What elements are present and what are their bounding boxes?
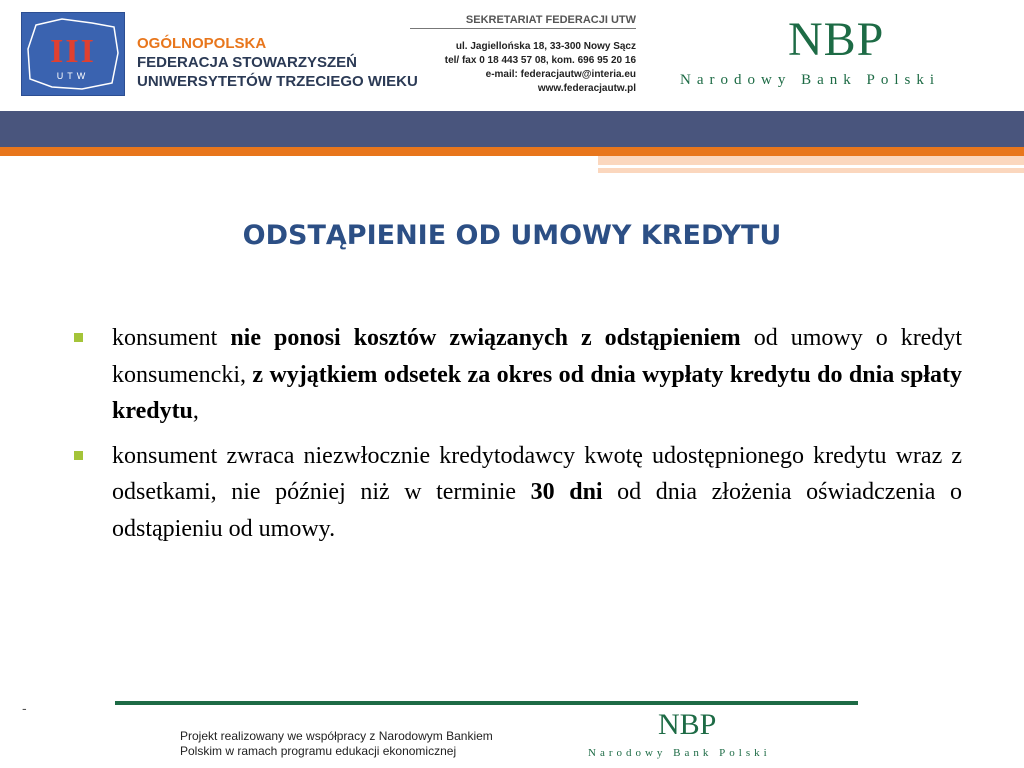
slide-title: ODSTĄPIENIE OD UMOWY KREDYTU (242, 220, 782, 251)
bullet-1-bold-1: nie ponosi kosztów związanych z odstąpieniem (230, 325, 741, 351)
header-light-bar-2 (598, 168, 1024, 173)
federation-line-1: OGÓLNOPOLSKA (137, 35, 267, 52)
footer-line-2: Polskim w ramach programu edukacji ekonomicznej (180, 744, 457, 758)
bullet-item-2 (74, 438, 962, 548)
bullet-1-text-1: konsument (112, 325, 231, 351)
bullet-1-bold-2: z wyjątkiem odsetek za okres od dnia wypłaty kredytu do dnia spłaty kredytu (112, 361, 963, 424)
secretariat-address: ul. Jagiellońska 18, 33-300 Nowy Sącz (455, 41, 636, 52)
footer-dash: - (22, 700, 27, 716)
nbp-logo-header: NBP (788, 13, 885, 66)
secretariat-phone: tel/ fax 0 18 443 57 08, kom. 696 95 20 16 (444, 55, 636, 66)
bullet-1-text-2: od umowy o kredyt konsumencki, (112, 325, 962, 388)
square-bullet-icon (74, 333, 83, 342)
footer-green-line (115, 701, 858, 705)
federation-line-3: UNIWERSYTETÓW TRZECIEGO WIEKU (137, 73, 418, 90)
nbp-logo-footer: NBP (658, 708, 717, 741)
header-orange-bar (0, 147, 1024, 156)
federation-name (137, 34, 418, 91)
secretariat-contact (400, 40, 636, 96)
secretariat-divider (410, 28, 636, 29)
bullet-2-bold-1: 30 dni (530, 479, 603, 505)
square-bullet-icon (74, 451, 83, 460)
header-blue-bar (0, 111, 1024, 147)
bullet-2-text-2: od dnia złożenia oświadczenia o odstąpieniu od umowy. (112, 479, 962, 542)
footer-project-text (180, 729, 493, 759)
nbp-subtitle-footer: Narodowy Bank Polski (588, 747, 771, 759)
header-light-bar-1 (598, 156, 1024, 165)
federation-line-2: FEDERACJA STOWARZYSZEŃ (137, 54, 358, 71)
bullet-item-1 (74, 320, 962, 430)
bullet-list (74, 320, 962, 555)
bullet-2-text-1: konsument zwraca niezwłocznie kredytodawcy kwotę udostępnionego kredytu wraz z odsetkami, nie później niż w terminie (112, 442, 962, 505)
bullet-1-text-3: , (192, 398, 199, 424)
footer-line-1: Projekt realizowany we współpracy z Narodowym Bankiem (180, 729, 493, 743)
secretariat-web: www.federacjautw.pl (537, 83, 636, 94)
secretariat-title: SEKRETARIAT FEDERACJI UTW (465, 14, 636, 26)
utw-logo (21, 12, 125, 96)
secretariat-email: e-mail: federacjautw@interia.eu (485, 69, 636, 80)
nbp-subtitle-header: Narodowy Bank Polski (680, 72, 940, 88)
utw-logo-numeral: III (50, 33, 96, 70)
utw-logo-text: UTW (56, 71, 90, 81)
